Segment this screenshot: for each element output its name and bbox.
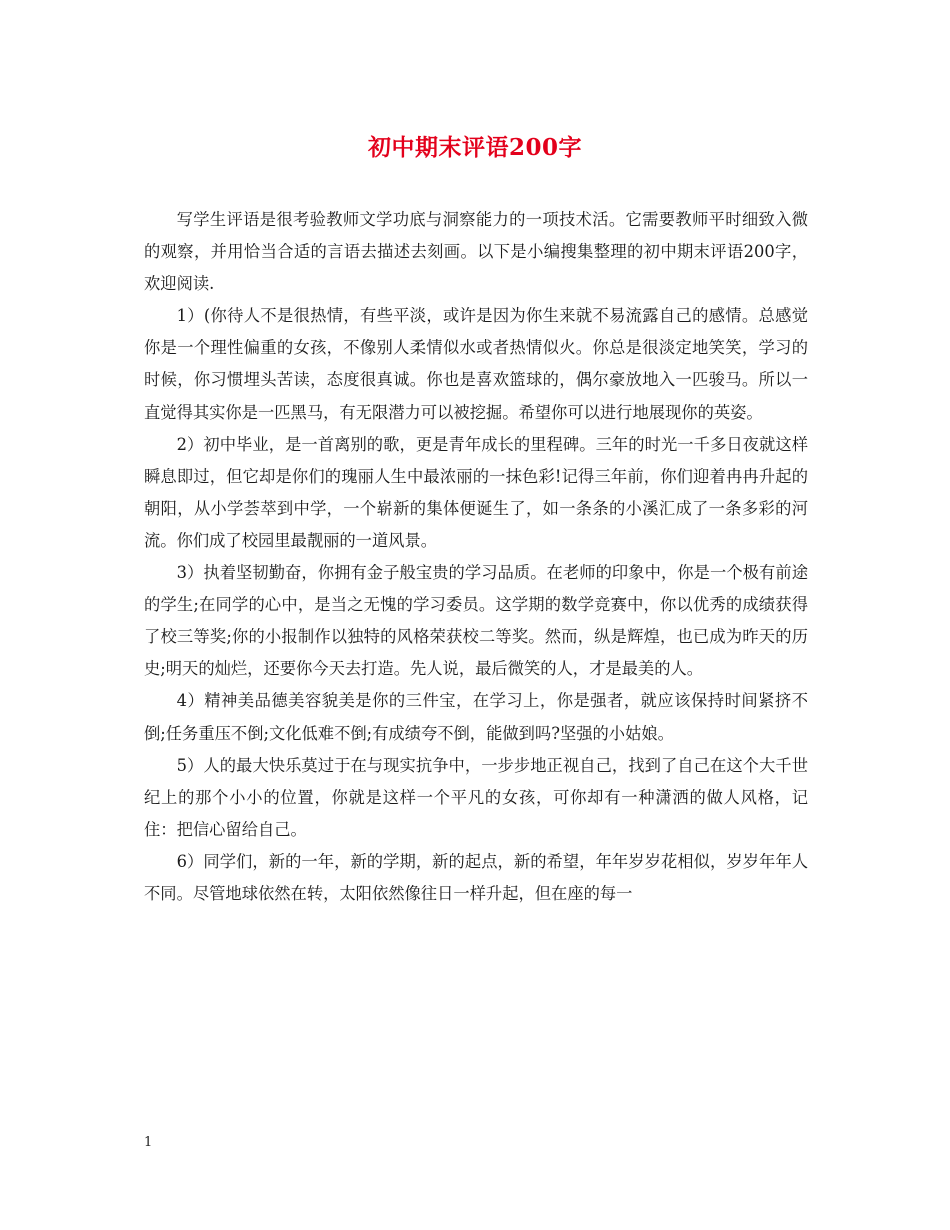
comment-paragraph-3: 3）执着坚韧勤奋，你拥有金子般宝贵的学习品质。在老师的印象中，你是一个极有前途的学生;在同学的心中，是当之无愧的学习委员。这学期的数学竞赛中，你以优秀的成绩获得了校三等奖;你的小报制作以独特的风格荣获校二等奖。然而，纵是辉煌，也已成为昨天的历史;明天的灿烂，还要你今天去打造。先人说，最后微笑的人，才是最美的人。 xyxy=(144,563,808,679)
document-body xyxy=(144,204,808,910)
page-number: 1 xyxy=(144,1135,153,1150)
comment-paragraph-6: 6）同学们，新的一年，新的学期，新的起点，新的希望，年年岁岁花相似，岁岁年年人不同。尽管地球依然在转，太阳依然像往日一样升起，但在座的每一 xyxy=(144,851,808,903)
comment-paragraph-2: 2）初中毕业，是一首离别的歌，更是青年成长的里程碑。三年的时光一千多日夜就这样瞬息即过，但它却是你们的瑰丽人生中最浓丽的一抹色彩!记得三年前，你们迎着冉冉升起的朝阳，从小学荟萃到中学，一个崭新的集体便诞生了，如一条条的小溪汇成了一条多彩的河流。你们成了校园里最靓丽的一道风景。 xyxy=(144,434,808,550)
comment-paragraph-1: 1）(你待人不是很热情，有些平淡，或许是因为你生来就不易流露自己的感情。总感觉你是一个理性偏重的女孩，不像别人柔情似水或者热情似火。你总是很淡定地笑笑，学习的时候，你习惯埋头苦读，态度很真诚。你也是喜欢篮球的，偶尔豪放地入一匹骏马。所以一直觉得其实你是一匹黑马，有无限潜力可以被挖掘。希望你可以进行地展现你的英姿。 xyxy=(144,306,808,422)
comment-paragraph-4: 4）精神美品德美容貌美是你的三件宝，在学习上，你是强者，就应该保持时间紧挤不倒;任务重压不倒;文化低难不倒;有成绩夸不倒，能做到吗?坚强的小姑娘。 xyxy=(144,691,808,743)
comment-paragraph-5: 5）人的最大快乐莫过于在与现实抗争中，一步步地正视自己，找到了自己在这个大千世纪上的那个小小的位置，你就是这样一个平凡的女孩，可你却有一种潇洒的做人风格，记住：把信心留给自己。 xyxy=(144,755,808,839)
page-title: 初中期末评语200字 xyxy=(367,134,582,161)
intro-paragraph: 写学生评语是很考验教师文学功底与洞察能力的一项技术活。它需要教师平时细致入微的观察，并用恰当合适的言语去描述去刻画。以下是小编搜集整理的初中期末评语200字，欢迎阅读. xyxy=(144,210,808,294)
